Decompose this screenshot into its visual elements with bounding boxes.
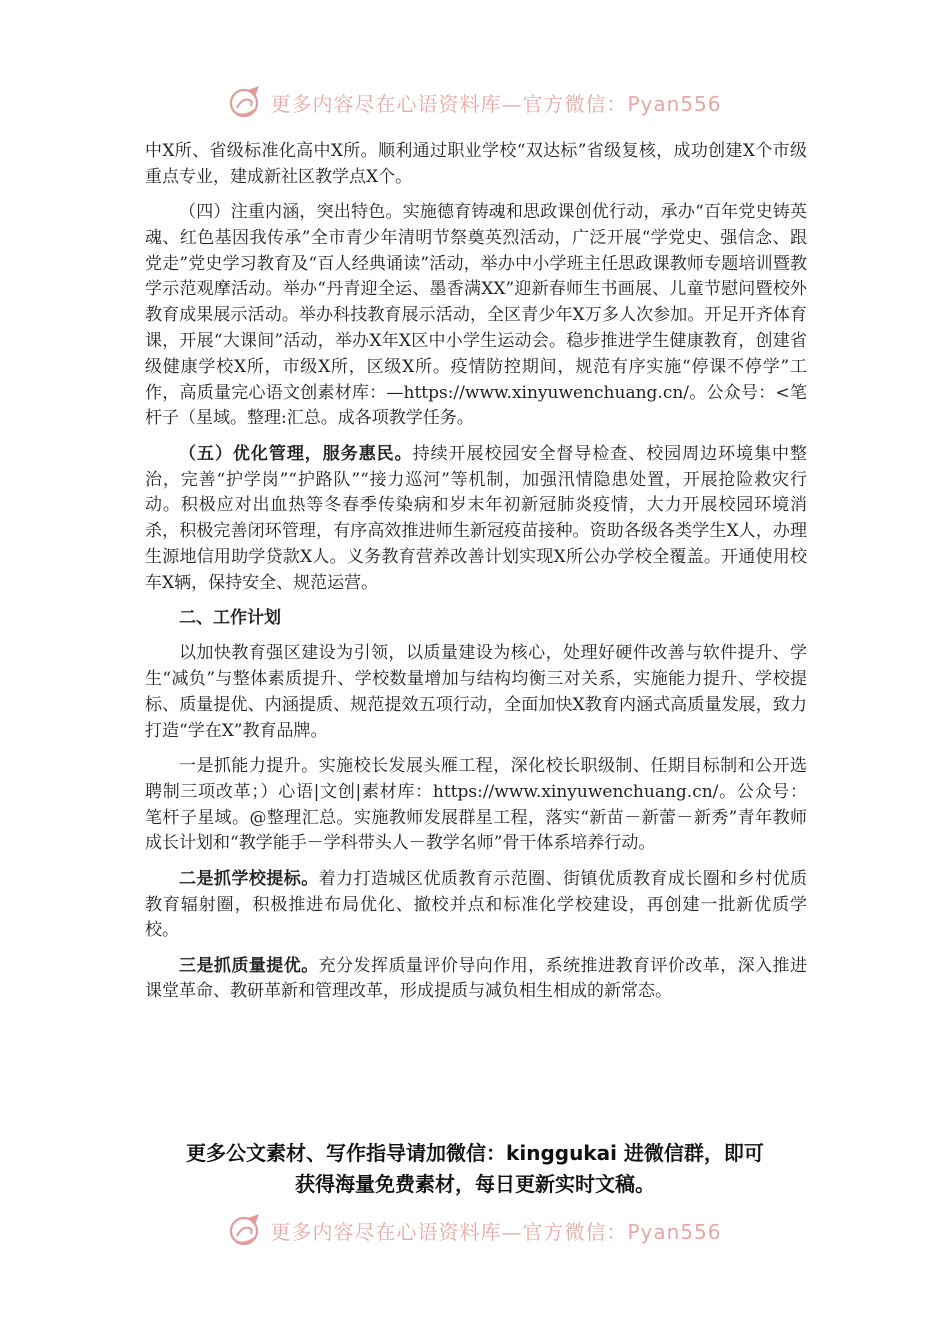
watermark-inline-text: 高质量完心语文创素材库：—https:// [179,382,465,403]
footer-watermark-banner [0,1210,950,1250]
banner-text: 更多内容尽在心语资料库—官方微信：Pyan556 [270,91,722,116]
section-title-work-plan: 二、工作计划 [179,608,281,629]
paragraph-text-tail: www.xinyuwenchuang.cn/。公众号：笔杆子星域。@整理汇总。实施教师发展群星工程，落实“新苗－新蕾－新秀”青年教师成长计划和“教学能手－学科带头人－教学名师”骨干体系培养行动。 [145,781,807,854]
paragraph-text: （四）注重内涵，突出特色。实施德育铸魂和思政课创优行动，承办“百年党史铸英魂、红色基因我传承”全市青少年清明节祭奠英烈活动，广泛开展“学党史、强信念、跟党走”党史学习教育及“百人经典诵读”活动，举办中小学班主任思政课教师专题培训暨教学示范观摩活动。举办“丹青迎全运、墨香满XX”迎新春师生书画展、儿童节慰问暨校外教育成果展示活动。举办科技教育展示活动，全区青少年X万多人次参加。开足开齐体育课，开展“大课间”活动，举办X年X区中小学生运动会。稳步推进学生健康教育，创建省级健康学校X所，市级X所，区级X所。疫情防控期间，规范有序实施“停课不停学”工作， [145,202,807,403]
promo-line-2: 获得海量免费素材，每日更新实时文稿。 [295,1172,655,1196]
paragraph-ability [145,754,807,857]
paragraph-text: 一是抓能力提升。实施校长发展头雁工程，深化校长职级制、任期目标制 [179,756,738,777]
paragraph-text: 持续开展校园安全督导检查、校园周边环境集中整治，完善“护学岗”“护路队”“接力巡河”等机制，加强汛情隐患处置，开展抢险救灾行动。积极应对出血热等冬春季传染病和岁末年初新冠肺炎疫情，大力开展校园环境消杀，积极完善闭环管理，有序高效推进师生新冠疫苗接种。资助各级各类学生X人，办理生源地信用助学贷款X人。义务教育营养改善计划实现X所公办学校全覆盖。开通使用校车X辆，保持安全、规范运营。 [145,443,808,593]
paragraph-plan-intro: 以加快教育强区建设为引领，以质量建设为核心，处理好硬件改善与软件提升、学生“减负”与整体素质提升、学校数量增加与结构均衡三对关系，实施能力提升、学校提标、质量提优、内涵提质、规范提效五项行动，全面加快X教育内涵式高质量发展，致力打造“学在X”教育品牌。 [145,643,807,741]
header-watermark-banner [0,82,950,122]
paragraph-text: 着力打造城区优质教育示范圈、街镇优质教育成长圈和乡村优质教育辐射圈，积极推进布局优化、撤校并点和标准化学校建设，再创建一批新优质学校。 [145,868,808,941]
section-heading: （五）优化管理，服务惠民。 [179,443,413,464]
section-heading: 二是抓学校提标。 [179,868,319,889]
paragraph-text-tail: www.xinyuwenchuang.cn/。公众号：<笔杆子（星域。整理:汇总。成各项教学任务。 [145,382,808,429]
paragraph-continuation: 中X所、省级标准化高中X所。顺利通过职业学校“双达标”省级复核，成功创建X个市级重点专业，建成新社区教学点X个。 [145,141,807,187]
paragraph-text: 充分发挥质量评价导向作用，系统推进教育评价改革，深入推进课堂革命、教研革新和管理改革，形成提质与减负相生相成的新常态。 [145,955,808,1002]
writing-hand-logo-icon [228,1212,264,1248]
writing-hand-logo-icon [228,84,264,120]
document-body [145,139,807,1015]
watermark-inline-text: 和公开选聘制三项改革；）心语|文创|素材库：https:// [145,756,808,802]
paragraph-quality [145,954,807,1006]
section-heading: 三是抓质量提优。 [179,955,319,976]
paragraph-school-standard [145,867,807,944]
paragraph-section-four [145,200,807,432]
paragraph-section-five [145,442,807,597]
promo-line-1: 更多公文素材、写作指导请加微信：kinggukai 进微信群，即可 [186,1141,764,1165]
promo-call-to-action [130,1138,820,1200]
banner-text: 更多内容尽在心语资料库—官方微信：Pyan556 [270,1219,722,1244]
